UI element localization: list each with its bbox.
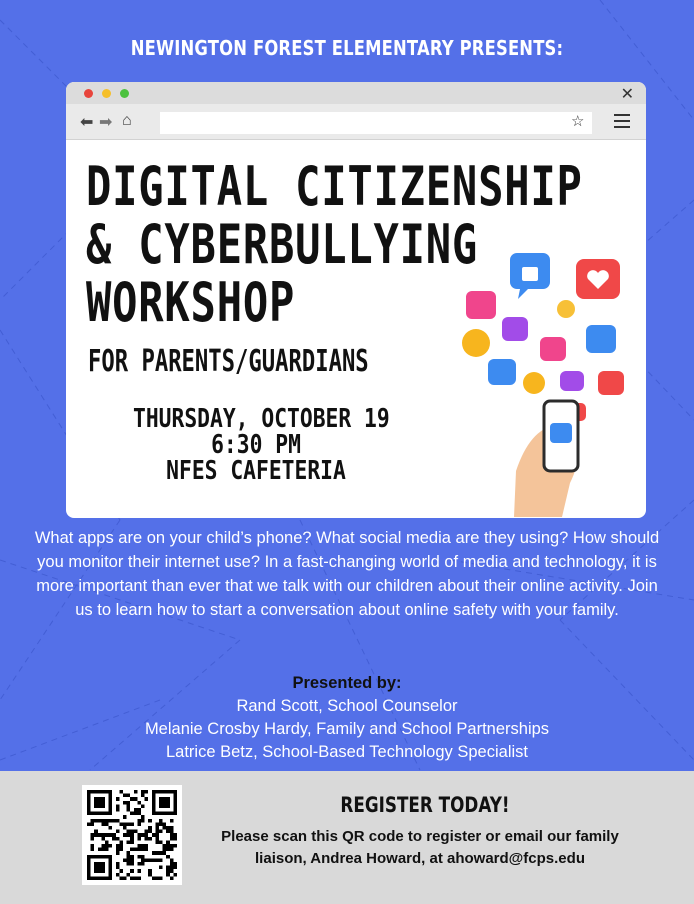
close-dot-icon — [84, 89, 93, 98]
share-bubble-icon — [462, 329, 490, 357]
like-bubble-small-icon — [586, 325, 616, 353]
audience-subtitle: FOR PARENTS/GUARDIANS — [88, 344, 369, 379]
browser-window-frame — [66, 82, 646, 518]
address-bar — [160, 112, 592, 134]
presenting-school-title: NEWINGTON FOREST ELEMENTARY PRESENTS: — [130, 36, 564, 60]
presented-by-label: Presented by: — [292, 674, 402, 692]
presenter-2: Melanie Crosby Hardy, Family and School Partnerships — [144, 720, 550, 738]
register-title: REGISTER TODAY! — [340, 793, 510, 817]
qr-code[interactable] — [82, 785, 182, 885]
pink-bubble-icon — [466, 291, 496, 319]
like-bubble-mid-icon — [488, 359, 516, 385]
heart-bubble-small-icon — [540, 337, 566, 361]
back-arrow-icon: ⬅ — [80, 114, 94, 131]
title-line-1: DIGITAL CITIZENSHIP — [86, 155, 583, 218]
forward-arrow-icon: ➡ — [99, 114, 113, 131]
heart-bubble-icon — [576, 259, 620, 299]
title-line-2: & CYBERBULLYING — [86, 213, 479, 276]
event-date: THURSDAY, OCTOBER 19 — [133, 404, 390, 434]
maximize-dot-icon — [120, 89, 129, 98]
browser-titlebar — [66, 82, 646, 104]
registration-footer — [0, 771, 694, 904]
event-details — [133, 404, 390, 486]
menu-icon — [614, 114, 630, 132]
event-time: 6:30 PM — [211, 430, 301, 460]
share-small-icon — [523, 372, 545, 394]
event-location: NFES CAFETERIA — [166, 456, 346, 486]
small-yellow-bubble-icon — [557, 300, 575, 318]
home-icon: ⌂ — [122, 112, 132, 129]
workshop-description: What apps are on your child’s phone? What social media are they using? How should you monitor their internet use? In a fast-changing world of media and technology, it is more important than ever that we talk with our children about their online activity. Join us to learn how to start a conversation about online safety with your family. — [34, 529, 660, 619]
presenter-1: Rand Scott, School Counselor — [236, 697, 458, 715]
star-icon: ☆ — [571, 113, 585, 130]
chat-dots-icon — [560, 371, 584, 391]
presenter-3: Latrice Betz, School-Based Technology Specialist — [166, 743, 528, 761]
presenters-block — [0, 672, 694, 764]
social-media-illustration — [458, 247, 638, 517]
close-icon: ✕ — [620, 86, 634, 103]
heart-small-icon — [598, 371, 624, 395]
purple-chat-bubble-icon — [502, 317, 528, 341]
minimize-dot-icon — [102, 89, 111, 98]
title-line-3: WORKSHOP — [86, 271, 296, 334]
like-bubble-icon — [510, 253, 550, 299]
browser-toolbar — [66, 104, 646, 140]
register-instructions: Please scan this QR code to register or email our family liaison, Andrea Howard, at ahoward@fcps.edu — [221, 828, 619, 867]
